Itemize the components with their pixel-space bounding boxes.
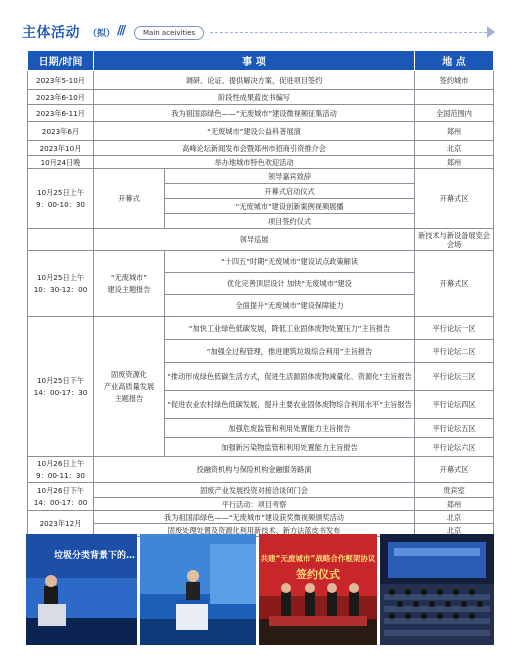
cell-date: 10月24日晚	[28, 156, 94, 169]
column-header-location: 地 点	[415, 51, 494, 71]
table-row	[28, 156, 494, 169]
cell-item: “无废城市”建设创新案例视频展播	[165, 199, 415, 214]
section-subtitle: （拟）	[88, 29, 116, 39]
table-row	[28, 483, 494, 498]
cell-group: 固废资源化 产业高质量发展 主题报告	[94, 317, 165, 457]
column-header-date: 日期/时间	[28, 51, 94, 71]
cell-location: 平行论坛三区	[415, 363, 494, 391]
signing-subtitle: 签约仪式	[296, 568, 340, 581]
cell-date: 2023年10月	[28, 141, 94, 156]
table-row	[28, 457, 494, 483]
cell-item: 我为祖国添绿色——“无废城市”建设获奖微视频颁奖活动	[94, 511, 415, 524]
table-row	[28, 317, 494, 340]
section-header	[22, 20, 497, 44]
cell-item: 投融资机构与保险机构金融服务路演	[94, 457, 415, 483]
cell-item: 平行活动：项目考察	[94, 498, 415, 511]
cell-item: 项目签约仪式	[165, 214, 415, 229]
table-header-row	[28, 51, 494, 71]
cell-location: 郑州	[415, 122, 494, 141]
cell-location	[415, 90, 494, 105]
table-row	[28, 169, 494, 184]
photo-audience-hall	[380, 534, 494, 645]
section-title: 主体活动	[22, 25, 80, 41]
cell-location: 全国范围内	[415, 105, 494, 122]
cell-location: 平行论坛一区	[415, 317, 494, 340]
cell-date: 2023年12月	[28, 511, 94, 537]
cell-item: 阶段性成果蓝皮书编写	[94, 90, 415, 105]
cell-date: 10月26日上午 9：00-11：30	[28, 457, 94, 483]
cell-location: 贵宾室	[415, 483, 494, 498]
cell-location: 签约城市	[415, 71, 494, 90]
cell-item: 固废产业发展投资对接洽谈闭门会	[94, 483, 415, 498]
photo-forum-speaker-image	[26, 534, 137, 645]
cell-item: 开幕式启动仪式	[165, 184, 415, 199]
cell-item: “十四五”时期“无废城市”建设试点政策解读	[165, 251, 415, 273]
cell-item: “加快工业绿色低碳发展，降低工业固体废物处置压力”主旨报告	[165, 317, 415, 340]
cell-group: 开幕式	[94, 169, 165, 229]
table-row	[28, 105, 494, 122]
cell-item: 调研、论证、提供解决方案，促进项目签约	[94, 71, 415, 90]
cell-item: “推动形成绿色低碳生活方式，促进生活源固体废物减量化、资源化”主旨报告	[165, 363, 415, 391]
cell-item: “无废城市”建设公益科普展演	[94, 122, 415, 141]
cell-location: 北京	[415, 511, 494, 524]
cell-location: 开幕式区	[415, 251, 494, 317]
cell-date: 10月25日下午 14：00-17：30	[28, 317, 94, 457]
cell-location: 开幕式区	[415, 457, 494, 483]
table-row	[28, 90, 494, 105]
table-row	[28, 498, 494, 511]
cell-item: 优化完善顶层设计 加快“无废城市”建设	[165, 273, 415, 295]
photo-podium-speaker	[140, 534, 256, 645]
table-row	[28, 511, 494, 524]
cell-location: 平行论坛四区	[415, 391, 494, 419]
signing-headline: 共建“无废城市”战略合作框架协议	[260, 554, 376, 563]
cell-location: 平行论坛二区	[415, 340, 494, 363]
cell-date: 2023年5-10月	[28, 71, 94, 90]
cell-item: 全面提升“无废城市”建设保障能力	[165, 295, 415, 317]
table-row	[28, 71, 494, 90]
cell-group: “无废城市” 建设主题报告	[94, 251, 165, 317]
photo-forum-speaker	[26, 534, 137, 645]
header-divider: ///	[117, 23, 125, 37]
table-row	[28, 229, 494, 251]
schedule-table	[27, 50, 494, 537]
cell-date	[28, 229, 94, 251]
cell-date: 10月26日下午 14：00-17：00	[28, 483, 94, 511]
photo-strip	[26, 534, 494, 645]
cell-item: 领导巡展	[94, 229, 415, 251]
table-row	[28, 122, 494, 141]
photo-signing-ceremony	[259, 534, 377, 645]
photo-podium-speaker-image	[140, 534, 256, 645]
cell-item: 高峰论坛新闻发布会暨郑州市招商引资推介会	[94, 141, 415, 156]
cell-date: 2023年6-10月	[28, 90, 94, 105]
cell-location: 北京	[415, 141, 494, 156]
header-dashed-line	[210, 32, 487, 33]
cell-location: 北京	[415, 524, 494, 537]
cell-item: “加强全过程管理，推进建筑垃圾综合利用”主旨报告	[165, 340, 415, 363]
cell-item: 领导嘉宾致辞	[165, 169, 415, 184]
cell-date: 10月25日上午 10：30-12：00	[28, 251, 94, 317]
cell-date: 2023年6月	[28, 122, 94, 141]
cell-location: 平行论坛六区	[415, 438, 494, 457]
cell-date: 2023年6-11月	[28, 105, 94, 122]
photo-signing-ceremony-image	[259, 534, 377, 645]
cell-location: 开幕式区	[415, 169, 494, 229]
cell-item: “促进农业农村绿色低碳发展，提升主要农业固体废物综合利用水平”主旨报告	[165, 391, 415, 419]
column-header-item: 事 项	[94, 51, 415, 71]
cell-location: 平行论坛五区	[415, 419, 494, 438]
photo-audience-hall-image	[380, 534, 494, 645]
cell-location: 郑州	[415, 498, 494, 511]
cell-item: 加强新污染物监管和利用处置能力主旨报告	[165, 438, 415, 457]
cell-date: 10月25日上午 9：00-10：30	[28, 169, 94, 229]
english-subtitle: Main aceivities	[134, 26, 204, 40]
cell-item: 固废处理处置及资源化利用新技术、新方法蓝皮书发布	[94, 524, 415, 537]
cell-item: 举办地城市特色欢迎活动	[94, 156, 415, 169]
cell-location: 郑州	[415, 156, 494, 169]
cell-item: 我为祖国添绿色——“无废城市”建设微视频征集活动	[94, 105, 415, 122]
table-row	[28, 251, 494, 273]
cell-location: 新技术与新设备展览会 会场	[415, 229, 494, 251]
arrow-right-icon	[487, 26, 495, 38]
photo-forum-text: 垃圾分类背景下的…	[54, 551, 136, 561]
table-row	[28, 141, 494, 156]
cell-item: 加强危废监管和利用处置能力主旨报告	[165, 419, 415, 438]
